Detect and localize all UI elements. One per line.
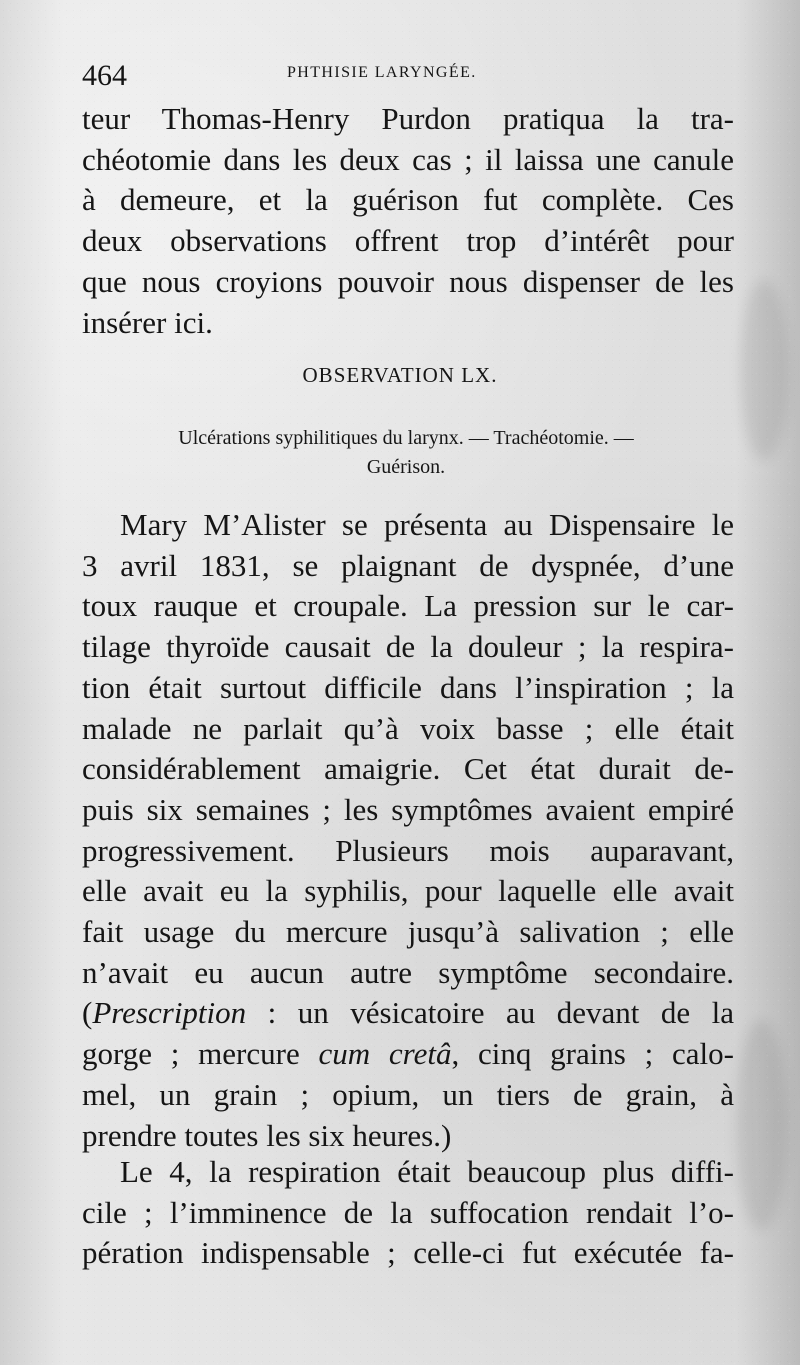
following-paragraph — [82, 1152, 734, 1274]
text-line: tilage thyroïde causait de la douleur ; la respira- — [82, 629, 734, 665]
observation-subtitle — [96, 424, 716, 482]
mixed-style-line — [82, 1034, 734, 1075]
text-line: 3 avril 1831, se plaignant de dyspnée, d’une — [82, 547, 734, 583]
text-line: malade ne parlait qu’à voix basse ; elle était — [82, 710, 734, 746]
text-fragment: , cinq grains ; calo- — [451, 1036, 734, 1072]
text-line: considérablement amaigrie. Cet état durait de- — [82, 751, 734, 787]
text-line: mel, un grain ; opium, un tiers de grain, à — [82, 1076, 734, 1112]
page-shadow-spot — [735, 1020, 787, 1230]
text-line: fait usage du mercure jusqu’à salivation ; elle — [82, 914, 734, 950]
text-line: toux rauque et croupale. La pression sur le car- — [82, 588, 734, 624]
text-line: tion était surtout difficile dans l’inspiration ; la — [82, 669, 734, 705]
text-fragment: : un vésicatoire au devant de la — [246, 995, 734, 1031]
text-line: Mary M’Alister se présenta au Dispensaire le — [120, 507, 734, 542]
italic-fragment: Prescription — [92, 995, 247, 1031]
text-line: deux observations offrent trop d’intérêt pour — [82, 223, 734, 259]
text-line: chéotomie dans les deux cas ; il laissa une canule — [82, 141, 734, 177]
text-line: pération indispensable ; celle-ci fut exécutée fa- — [82, 1235, 734, 1271]
text-line: progressivement. Plusieurs mois auparavant, — [82, 832, 734, 868]
observation-subtitle-line-1: Ulcérations syphilitiques du larynx. — Trachéotomie. — — [178, 427, 634, 449]
text-line: Le 4, la respiration était beaucoup plus diffi- — [120, 1154, 734, 1189]
text-line: puis six semaines ; les symptômes avaient empiré — [82, 791, 734, 827]
text-line: elle avait eu la syphilis, pour laquelle elle avait — [82, 873, 734, 909]
text-fragment: gorge ; mercure — [82, 1036, 319, 1072]
text-line: à demeure, et la guérison fut complète. Ces — [82, 182, 734, 218]
observation-title: OBSERVATION LX. — [302, 363, 498, 387]
text-line: n’avait eu aucun autre symptôme secondaire. — [82, 954, 734, 990]
intro-paragraph — [82, 99, 734, 343]
running-title: PHTHISIE LARYNGÉE. — [287, 64, 477, 81]
running-head — [82, 58, 732, 94]
text-line: teur Thomas-Henry Purdon pratiqua la tra- — [82, 101, 734, 136]
text-line: prendre toutes les six heures.) — [82, 1117, 452, 1153]
text-line: que nous croyions pouvoir nous dispenser de les — [82, 263, 734, 299]
page-number: 464 — [82, 59, 127, 92]
text-line: cile ; l’imminence de la suffocation rendait l’o- — [82, 1194, 734, 1230]
text-line: insérer ici. — [82, 304, 213, 340]
italic-fragment: cum cretâ — [318, 1036, 452, 1072]
prescription-line — [82, 993, 734, 1034]
case-paragraph — [82, 505, 734, 1156]
observation-subtitle-line-2: Guérison. — [366, 456, 446, 478]
text-fragment: ( — [82, 995, 93, 1031]
